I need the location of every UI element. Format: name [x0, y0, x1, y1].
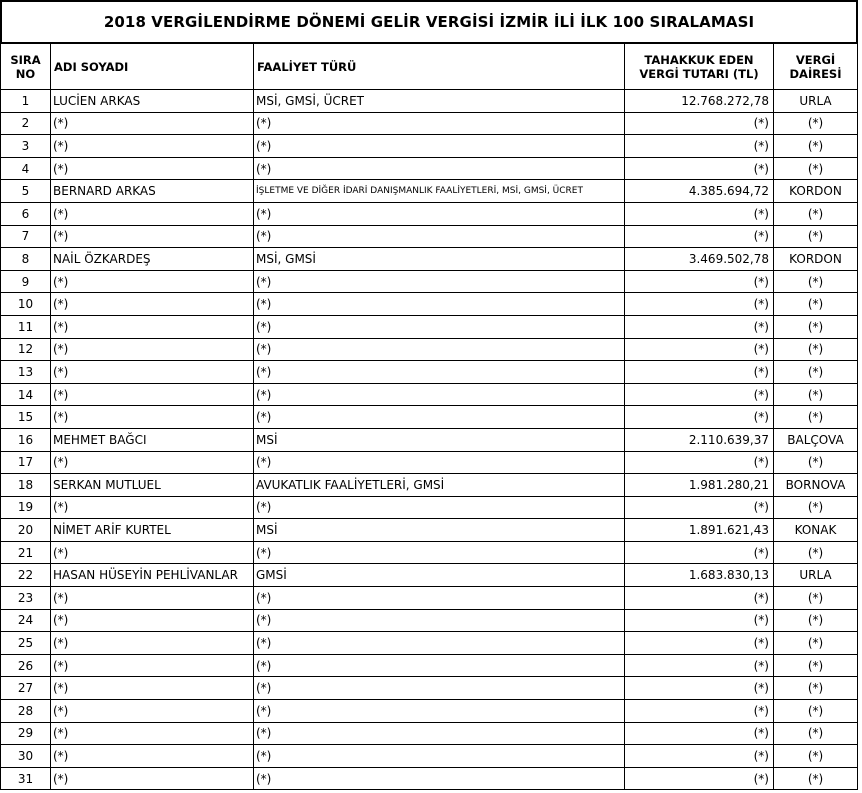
row-office-cell: (*) — [773, 384, 858, 407]
row-name-cell: (*) — [50, 700, 253, 723]
row-activity-cell: (*) — [253, 610, 624, 633]
row-no-cell: 18 — [0, 474, 50, 497]
ranking-table — [0, 44, 858, 790]
row-activity-cell: (*) — [253, 542, 624, 565]
row-activity-cell: (*) — [253, 226, 624, 249]
row-no-cell: 23 — [0, 587, 50, 610]
row-name-cell: (*) — [50, 384, 253, 407]
row-amount-cell: 4.385.694,72 — [624, 180, 773, 203]
row-no-cell: 2 — [0, 113, 50, 136]
header-name-label: ADI SOYADI — [54, 59, 129, 74]
row-name-cell: (*) — [50, 226, 253, 249]
row-office-cell: (*) — [773, 700, 858, 723]
row-activity-cell: (*) — [253, 632, 624, 655]
row-no-cell: 31 — [0, 768, 50, 791]
row-name-cell: MEHMET BAĞCI — [50, 429, 253, 452]
row-name-cell: (*) — [50, 271, 253, 294]
row-no-cell: 15 — [0, 406, 50, 429]
row-amount-cell: (*) — [624, 316, 773, 339]
row-no-cell: 26 — [0, 655, 50, 678]
row-activity-cell: (*) — [253, 113, 624, 136]
row-name-cell: (*) — [50, 587, 253, 610]
table-row — [0, 361, 858, 384]
row-name-cell: (*) — [50, 135, 253, 158]
table-row — [0, 700, 858, 723]
row-office-cell: (*) — [773, 113, 858, 136]
header-sira-no — [0, 44, 50, 90]
row-name-cell: (*) — [50, 497, 253, 520]
row-activity-cell: GMSİ — [253, 564, 624, 587]
row-amount-cell: 3.469.502,78 — [624, 248, 773, 271]
row-office-cell: (*) — [773, 745, 858, 768]
row-amount-cell: (*) — [624, 745, 773, 768]
row-activity-cell: (*) — [253, 587, 624, 610]
row-no-cell: 20 — [0, 519, 50, 542]
row-activity-cell: (*) — [253, 768, 624, 791]
row-activity-cell: (*) — [253, 158, 624, 181]
row-activity-cell: (*) — [253, 452, 624, 475]
table-row — [0, 610, 858, 633]
row-no-cell: 24 — [0, 610, 50, 633]
row-name-cell: LUCİEN ARKAS — [50, 90, 253, 113]
row-no-cell: 6 — [0, 203, 50, 226]
row-amount-cell: (*) — [624, 655, 773, 678]
row-name-cell: (*) — [50, 452, 253, 475]
row-no-cell: 1 — [0, 90, 50, 113]
header-office-label: VERGİ DAİRESİ — [789, 52, 842, 81]
table-row — [0, 429, 858, 452]
table-row — [0, 768, 858, 791]
row-office-cell: (*) — [773, 768, 858, 791]
row-office-cell: (*) — [773, 497, 858, 520]
row-name-cell: (*) — [50, 158, 253, 181]
table-row — [0, 135, 858, 158]
row-amount-cell: (*) — [624, 113, 773, 136]
row-name-cell: SERKAN MUTLUEL — [50, 474, 253, 497]
row-no-cell: 9 — [0, 271, 50, 294]
row-activity-cell: (*) — [253, 293, 624, 316]
row-office-cell: KORDON — [773, 248, 858, 271]
row-no-cell: 28 — [0, 700, 50, 723]
row-name-cell: (*) — [50, 723, 253, 746]
row-amount-cell: (*) — [624, 339, 773, 362]
row-name-cell: (*) — [50, 677, 253, 700]
row-amount-cell: (*) — [624, 700, 773, 723]
row-office-cell: (*) — [773, 452, 858, 475]
row-activity-cell: MSİ, GMSİ, ÜCRET — [253, 90, 624, 113]
row-no-cell: 17 — [0, 452, 50, 475]
table-row — [0, 745, 858, 768]
table-row — [0, 587, 858, 610]
row-name-cell: (*) — [50, 406, 253, 429]
row-no-cell: 8 — [0, 248, 50, 271]
row-no-cell: 25 — [0, 632, 50, 655]
table-row — [0, 384, 858, 407]
row-no-cell: 21 — [0, 542, 50, 565]
row-amount-cell: (*) — [624, 406, 773, 429]
row-activity-cell: (*) — [253, 677, 624, 700]
row-activity-cell: MSİ — [253, 429, 624, 452]
row-activity-cell: (*) — [253, 271, 624, 294]
table-row — [0, 632, 858, 655]
row-name-cell: (*) — [50, 316, 253, 339]
row-activity-cell: (*) — [253, 700, 624, 723]
row-no-cell: 5 — [0, 180, 50, 203]
row-amount-cell: (*) — [624, 135, 773, 158]
row-office-cell: (*) — [773, 316, 858, 339]
row-amount-cell: (*) — [624, 158, 773, 181]
row-activity-cell: MSİ, GMSİ — [253, 248, 624, 271]
header-name — [50, 44, 253, 90]
row-amount-cell: (*) — [624, 587, 773, 610]
row-office-cell: (*) — [773, 677, 858, 700]
row-name-cell: (*) — [50, 361, 253, 384]
table-row — [0, 452, 858, 475]
row-activity-cell: (*) — [253, 135, 624, 158]
row-office-cell: (*) — [773, 226, 858, 249]
row-office-cell: URLA — [773, 90, 858, 113]
row-activity-cell: (*) — [253, 316, 624, 339]
row-office-cell: (*) — [773, 203, 858, 226]
row-name-cell: NİMET ARİF KURTEL — [50, 519, 253, 542]
row-office-cell: BALÇOVA — [773, 429, 858, 452]
row-amount-cell: 1.891.621,43 — [624, 519, 773, 542]
table-row — [0, 226, 858, 249]
row-amount-cell: (*) — [624, 226, 773, 249]
table-row — [0, 339, 858, 362]
table-row — [0, 564, 858, 587]
row-activity-cell: AVUKATLIK FAALİYETLERİ, GMSİ — [253, 474, 624, 497]
header-activity-label: FAALİYET TÜRÜ — [257, 59, 357, 74]
row-amount-cell: 2.110.639,37 — [624, 429, 773, 452]
row-no-cell: 29 — [0, 723, 50, 746]
row-no-cell: 3 — [0, 135, 50, 158]
row-office-cell: (*) — [773, 723, 858, 746]
row-office-cell: URLA — [773, 564, 858, 587]
row-amount-cell: (*) — [624, 723, 773, 746]
row-amount-cell: 12.768.272,78 — [624, 90, 773, 113]
row-no-cell: 7 — [0, 226, 50, 249]
header-sira-no-label: SIRA NO — [10, 52, 41, 81]
row-amount-cell: (*) — [624, 677, 773, 700]
row-name-cell: (*) — [50, 203, 253, 226]
table-row — [0, 655, 858, 678]
row-office-cell: (*) — [773, 632, 858, 655]
row-activity-cell: (*) — [253, 655, 624, 678]
row-name-cell: (*) — [50, 113, 253, 136]
row-amount-cell: (*) — [624, 610, 773, 633]
row-name-cell: BERNARD ARKAS — [50, 180, 253, 203]
row-office-cell: KONAK — [773, 519, 858, 542]
table-row — [0, 406, 858, 429]
row-office-cell: (*) — [773, 542, 858, 565]
row-activity-cell: İŞLETME VE DİĞER İDARİ DANIŞMANLIK FAALİYETLERİ, MSİ, GMSİ, ÜCRET — [253, 180, 624, 203]
row-no-cell: 22 — [0, 564, 50, 587]
row-activity-cell: (*) — [253, 497, 624, 520]
row-no-cell: 27 — [0, 677, 50, 700]
row-name-cell: (*) — [50, 293, 253, 316]
row-no-cell: 4 — [0, 158, 50, 181]
table-row — [0, 90, 858, 113]
row-activity-cell: (*) — [253, 723, 624, 746]
page-title: 2018 VERGİLENDİRME DÖNEMİ GELİR VERGİSİ İZMİR İLİ İLK 100 SIRALAMASI — [0, 0, 858, 44]
row-office-cell: BORNOVA — [773, 474, 858, 497]
table-row — [0, 293, 858, 316]
row-name-cell: HASAN HÜSEYİN PEHLİVANLAR — [50, 564, 253, 587]
row-amount-cell: (*) — [624, 203, 773, 226]
row-no-cell: 11 — [0, 316, 50, 339]
table-row — [0, 542, 858, 565]
table-header-row — [0, 44, 858, 90]
row-activity-cell: (*) — [253, 361, 624, 384]
row-name-cell: (*) — [50, 768, 253, 791]
row-no-cell: 12 — [0, 339, 50, 362]
row-name-cell: (*) — [50, 610, 253, 633]
table-row — [0, 113, 858, 136]
row-amount-cell: (*) — [624, 497, 773, 520]
row-name-cell: NAİL ÖZKARDEŞ — [50, 248, 253, 271]
table-row — [0, 723, 858, 746]
table-row — [0, 316, 858, 339]
row-amount-cell: (*) — [624, 542, 773, 565]
row-name-cell: (*) — [50, 542, 253, 565]
row-amount-cell: (*) — [624, 361, 773, 384]
row-name-cell: (*) — [50, 632, 253, 655]
row-name-cell: (*) — [50, 655, 253, 678]
header-activity — [253, 44, 624, 90]
row-office-cell: (*) — [773, 339, 858, 362]
header-amount-label: TAHAKKUK EDEN VERGİ TUTARI (TL) — [639, 52, 759, 81]
row-activity-cell: (*) — [253, 406, 624, 429]
row-office-cell: (*) — [773, 158, 858, 181]
table-row — [0, 497, 858, 520]
table-row — [0, 180, 858, 203]
row-no-cell: 14 — [0, 384, 50, 407]
header-amount — [624, 44, 773, 90]
row-office-cell: (*) — [773, 587, 858, 610]
table-row — [0, 677, 858, 700]
row-office-cell: (*) — [773, 406, 858, 429]
row-amount-cell: (*) — [624, 452, 773, 475]
row-amount-cell: (*) — [624, 271, 773, 294]
row-office-cell: KORDON — [773, 180, 858, 203]
row-name-cell: (*) — [50, 745, 253, 768]
row-no-cell: 30 — [0, 745, 50, 768]
row-office-cell: (*) — [773, 655, 858, 678]
row-activity-cell: (*) — [253, 339, 624, 362]
header-office — [773, 44, 858, 90]
row-activity-cell: (*) — [253, 203, 624, 226]
row-amount-cell: 1.981.280,21 — [624, 474, 773, 497]
row-amount-cell: (*) — [624, 384, 773, 407]
row-activity-cell: MSİ — [253, 519, 624, 542]
row-amount-cell: (*) — [624, 768, 773, 791]
table-body — [0, 90, 858, 790]
row-no-cell: 19 — [0, 497, 50, 520]
row-activity-cell: (*) — [253, 384, 624, 407]
row-amount-cell: (*) — [624, 293, 773, 316]
table-row — [0, 248, 858, 271]
table-row — [0, 519, 858, 542]
row-office-cell: (*) — [773, 610, 858, 633]
row-activity-cell: (*) — [253, 745, 624, 768]
row-office-cell: (*) — [773, 271, 858, 294]
row-office-cell: (*) — [773, 293, 858, 316]
row-no-cell: 10 — [0, 293, 50, 316]
row-amount-cell: (*) — [624, 632, 773, 655]
row-no-cell: 13 — [0, 361, 50, 384]
table-row — [0, 474, 858, 497]
row-name-cell: (*) — [50, 339, 253, 362]
table-row — [0, 271, 858, 294]
row-no-cell: 16 — [0, 429, 50, 452]
row-office-cell: (*) — [773, 135, 858, 158]
table-row — [0, 203, 858, 226]
row-office-cell: (*) — [773, 361, 858, 384]
row-amount-cell: 1.683.830,13 — [624, 564, 773, 587]
table-row — [0, 158, 858, 181]
